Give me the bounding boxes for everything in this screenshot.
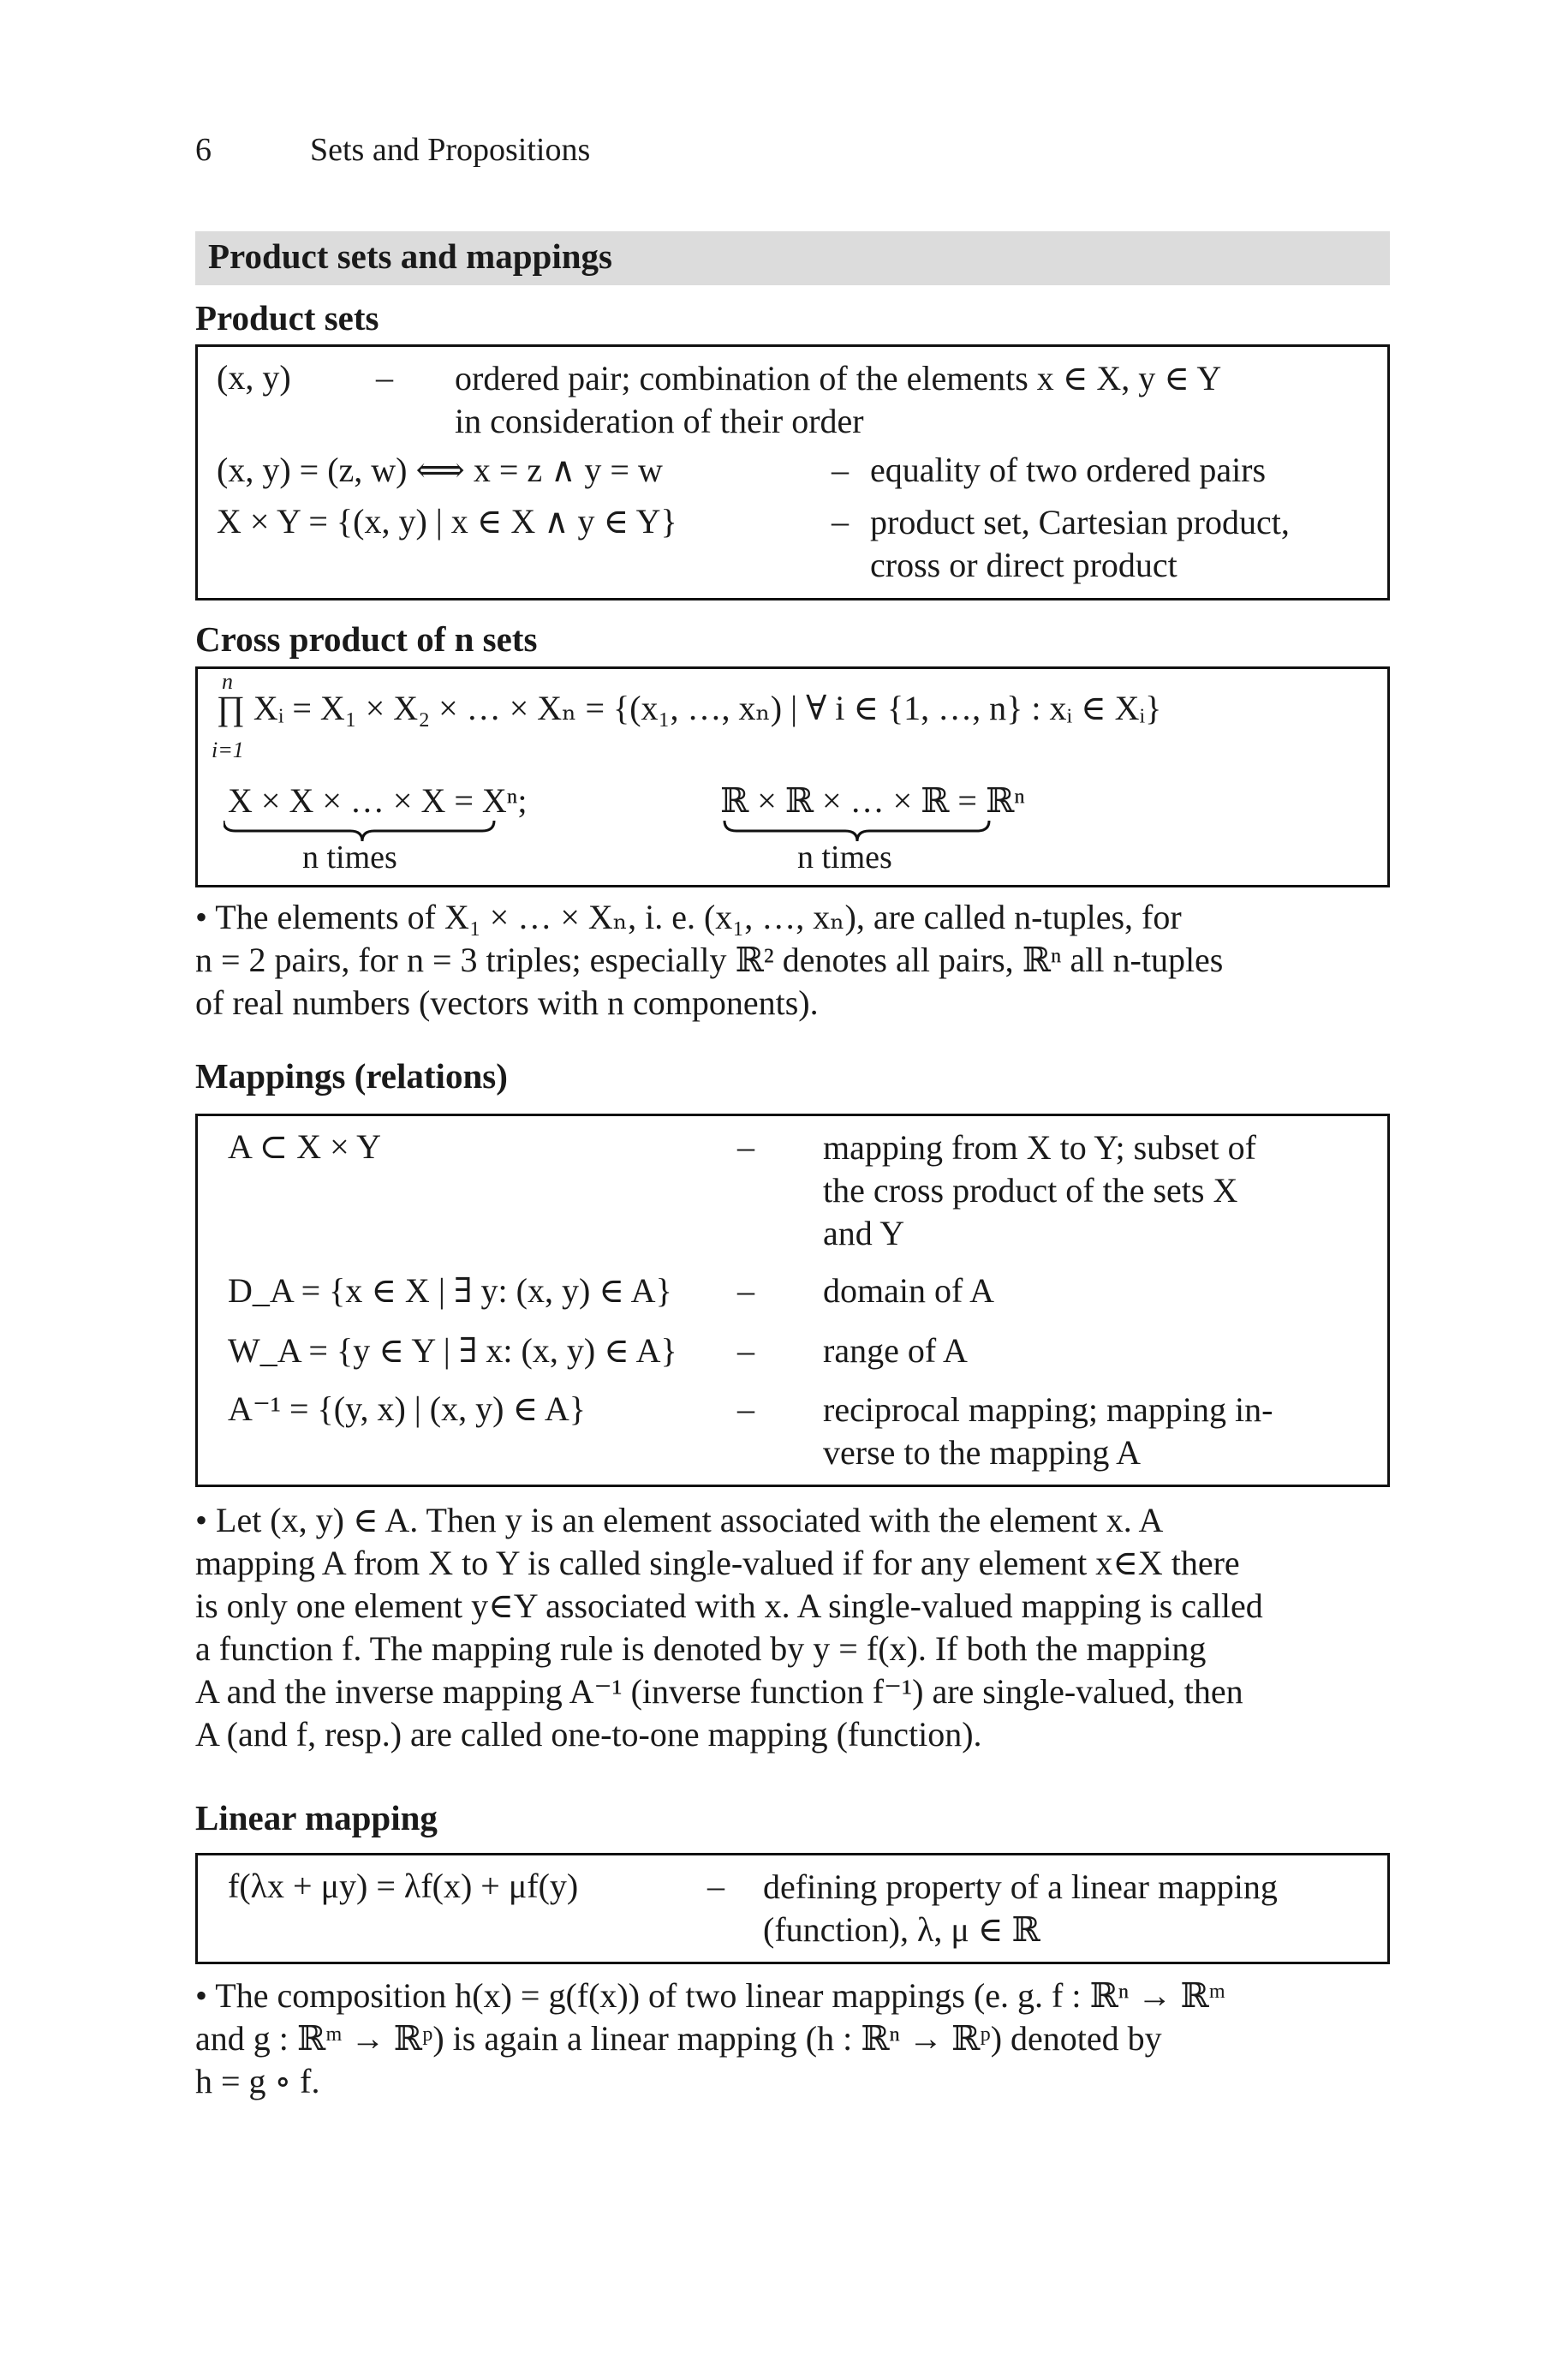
text-range: range of A	[823, 1331, 968, 1370]
box-mappings	[195, 1114, 1390, 1487]
dash: –	[376, 358, 393, 397]
note-single-valued: • Let (x, y) ∈ A. Then y is an element associated with the element x. A mapping A from X to Y is called single-valued if for any element x∈X there is only one element y∈Y associated with x. A single-valued mapping is called a function f. The mapping rule is denoted by y = f(x). If both the mapping A and the inverse mapping A⁻¹ (inverse function f⁻¹) are single-valued, then A (and f, resp.) are called one-to-one mapping (function).	[195, 1501, 1263, 1754]
running-title: Sets and Propositions	[310, 132, 591, 168]
product-lower-limit: i=1	[212, 738, 244, 762]
note-n-tuples: • The elements of X₁ × … × Xₙ, i. e. (x₁, …, xₙ), are called n-tuples, for n = 2 pairs, for n = 3 triples; especially ℝ² denotes all pairs, ℝⁿ all n-tuples of real numbers (vectors with n components).	[195, 898, 1224, 1022]
heading-cross-product: Cross product of n sets	[195, 619, 538, 659]
text-pair-equality: equality of two ordered pairs	[870, 451, 1267, 489]
formula-real-power: ℝ × ℝ × … × ℝ = ℝⁿ	[720, 781, 1025, 820]
formula-linear: f(λx + μy) = λf(x) + μf(y)	[228, 1867, 579, 1905]
text-inverse: reciprocal mapping; mapping in- verse to the mapping A	[823, 1390, 1273, 1472]
formula-pair-equality: (x, y) = (z, w) ⟺ x = z ∧ y = w	[217, 451, 663, 489]
box-cross-product	[195, 666, 1390, 887]
formula-inverse: A⁻¹ = {(y, x) | (x, y) ∈ A}	[228, 1389, 586, 1428]
text-mapping: mapping from X to Y; subset of the cross product of the sets X and Y	[823, 1128, 1256, 1252]
dash: –	[707, 1867, 724, 1905]
dash: –	[737, 1127, 754, 1166]
text-linear: defining property of a linear mapping (function), λ, μ ∈ ℝ	[763, 1867, 1278, 1949]
formula-domain: D_A = {x ∈ X | ∃ y: (x, y) ∈ A}	[228, 1271, 672, 1310]
dash: –	[832, 451, 849, 489]
brace-label-left: n times	[302, 839, 397, 875]
text-domain: domain of A	[823, 1271, 994, 1310]
formula-mapping: A ⊂ X × Y	[228, 1127, 382, 1166]
formula-range: W_A = {y ∈ Y | ∃ x: (x, y) ∈ A}	[228, 1331, 677, 1370]
box-linear-mapping	[195, 1853, 1390, 1964]
box-product-sets	[195, 344, 1390, 600]
dash: –	[832, 502, 849, 541]
formula-ordered-pair: (x, y)	[217, 358, 291, 397]
formula-cartesian-product: ∏ Xᵢ = X₁ × X₂ × … × Xₙ = {(x₁, …, xₙ) | ∀ i ∈ {1, …, n} : xᵢ ∈ Xᵢ}	[217, 689, 1162, 727]
page-number: 6	[195, 132, 212, 168]
dash: –	[737, 1331, 754, 1370]
text-product-set: product set, Cartesian product, cross or direct product	[870, 503, 1290, 584]
heading-mappings: Mappings (relations)	[195, 1056, 508, 1096]
heading-product-sets: Product sets	[195, 298, 379, 338]
section-title: Product sets and mappings	[208, 236, 612, 276]
text-ordered-pair: ordered pair; combination of the elements x ∈ X, y ∈ Y in consideration of their order	[455, 359, 1222, 440]
brace-label-right: n times	[797, 839, 892, 875]
dash: –	[737, 1389, 754, 1428]
formula-power-set: X × X × … × X = Xⁿ;	[228, 781, 528, 820]
product-upper-limit: n	[222, 669, 233, 694]
note-composition: • The composition h(x) = g(f(x)) of two linear mappings (e. g. f : ℝⁿ → ℝᵐ and g : ℝᵐ → ℝᵖ) is again a linear mapping (h : ℝⁿ → ℝᵖ) denoted by h = g ∘ f.	[195, 1976, 1226, 2100]
dash: –	[737, 1271, 754, 1310]
heading-linear-mapping: Linear mapping	[195, 1798, 438, 1837]
formula-product-set: X × Y = {(x, y) | x ∈ X ∧ y ∈ Y}	[217, 502, 677, 541]
